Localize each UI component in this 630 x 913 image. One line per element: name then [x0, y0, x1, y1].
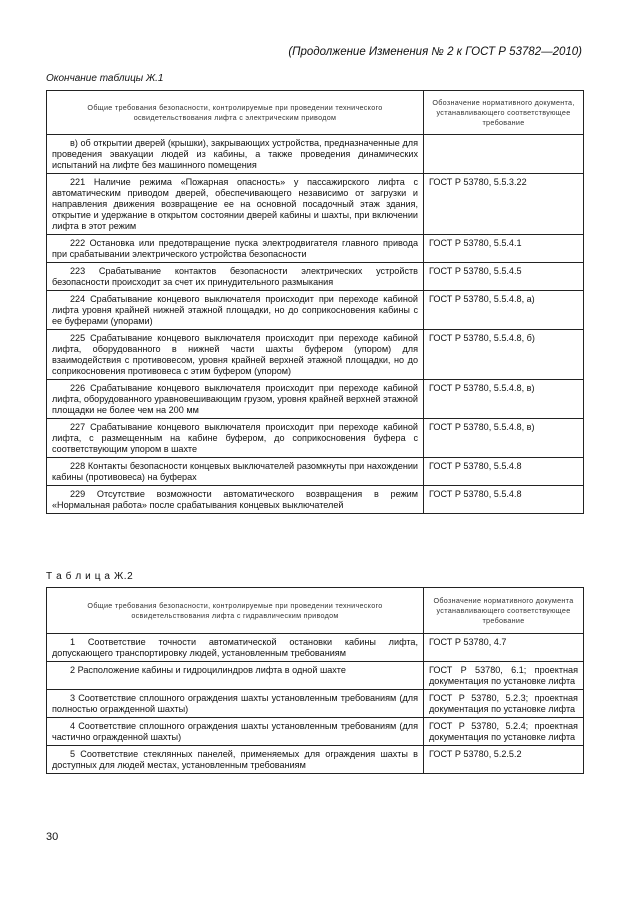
document-reference-cell: ГОСТ Р 53780, 5.2.4; проектная документация по установке лифта	[424, 718, 584, 746]
document-reference-cell: ГОСТ Р 53780, 5.2.3; проектная документация по установке лифта	[424, 690, 584, 718]
requirement-cell: 221 Наличие режима «Пожарная опасность» у пассажирского лифта с автоматическим приводом дверей, обеспечивающего независимо от загрузки и направления движения возвращение ее на основной посадочный этаж здания, открытие и удержание в открытом состоянии дверей кабины и шахты, при включении лифта в этот режим	[47, 174, 424, 235]
requirement-cell: 226 Срабатывание концевого выключателя происходит при переходе кабиной лифта, оборудованного уравновешивающим грузом, уровня крайней верхней этажной площадки не более чем на 200 мм	[47, 380, 424, 419]
requirement-cell: 222 Остановка или предотвращение пуска электродвигателя главного привода при срабатывании электрического устройства безопасности	[47, 235, 424, 263]
table-row	[47, 458, 584, 486]
document-reference-cell: ГОСТ Р 53780, 5.5.4.8, б)	[424, 330, 584, 380]
document-reference-cell: ГОСТ Р 53780, 5.5.4.8, в)	[424, 380, 584, 419]
requirement-cell: 5 Соответствие стеклянных панелей, применяемых для ограждения шахты в доступных для людей местах, установленным требованиям	[47, 746, 424, 774]
table2-col1-header: Общие требования безопасности, контролируемые при проведении технического освидетельствования лифта с гидравлическим приводом	[47, 588, 424, 634]
document-reference-cell: ГОСТ Р 53780, 5.5.4.1	[424, 235, 584, 263]
requirement-cell: 228 Контакты безопасности концевых выключателей разомкнуты при нахождении кабины (противовеса) на буферах	[47, 458, 424, 486]
table1-col2-header: Обозначение нормативного документа, устанавливающего соответствующее требование	[424, 91, 584, 135]
document-reference-cell: ГОСТ Р 53780, 5.5.3.22	[424, 174, 584, 235]
table-row	[47, 634, 584, 662]
document-reference-cell: ГОСТ Р 53780, 6.1; проектная документация по установке лифта	[424, 662, 584, 690]
table-row	[47, 718, 584, 746]
table-row	[47, 380, 584, 419]
table-row	[47, 486, 584, 514]
requirement-cell: 4 Соответствие сплошного ограждения шахты установленным требованиям (для частично огражденной шахты)	[47, 718, 424, 746]
requirement-cell: 223 Срабатывание контактов безопасности электрических устройств безопасности происходит за счет их принудительного размыкания	[47, 263, 424, 291]
document-reference-cell: ГОСТ Р 53780, 4.7	[424, 634, 584, 662]
document-reference-cell: ГОСТ Р 53780, 5.5.4.8	[424, 458, 584, 486]
page-number: 30	[46, 831, 59, 843]
requirement-cell: 227 Срабатывание концевого выключателя происходит при переходе кабиной лифта, с размещенным на кабине буфером, до соприкосновения буфера с соответствующим упором в шахте	[47, 419, 424, 458]
table-row	[47, 235, 584, 263]
table-row	[47, 690, 584, 718]
table1-col1-header: Общие требования безопасности, контролируемые при проведении технического освидетельствования лифта с электрическим приводом	[47, 91, 424, 135]
document-reference-cell: ГОСТ Р 53780, 5.2.5.2	[424, 746, 584, 774]
table-zh2	[46, 587, 584, 774]
requirement-cell: в) об открытии дверей (крышки), закрывающих устройства, предназначенные для проведения эвакуации людей из кабины, а также проведения динамических испытаний на лифте без машинного помещения	[47, 135, 424, 174]
table-zh1	[46, 90, 584, 514]
document-reference-cell: ГОСТ Р 53780, 5.5.4.5	[424, 263, 584, 291]
document-reference-cell	[424, 135, 584, 174]
document-reference-cell: ГОСТ Р 53780, 5.5.4.8, в)	[424, 419, 584, 458]
table-row	[47, 662, 584, 690]
document-reference-cell: ГОСТ Р 53780, 5.5.4.8	[424, 486, 584, 514]
page-running-header: (Продолжение Изменения № 2 к ГОСТ Р 53782—2010)	[288, 46, 582, 58]
requirement-cell: 1 Соответствие точности автоматической остановки кабины лифта, допускающего транспортировку людей, установленным требованиям	[47, 634, 424, 662]
table-row	[47, 291, 584, 330]
table-row	[47, 746, 584, 774]
table-row	[47, 330, 584, 380]
table2-col2-header: Обозначение нормативного документа устанавливающего соответствующее требование	[424, 588, 584, 634]
requirement-cell: 229 Отсутствие возможности автоматического возвращения в режим «Нормальная работа» после срабатывания концевых выключателей	[47, 486, 424, 514]
requirement-cell: 225 Срабатывание концевого выключателя происходит при переходе кабиной лифта, оборудованного в нижней части шахты буфером (упором) для взаимодействия с противовесом, уровня крайней верхней этажной площадки, но до соприкосновения противовеса с этим буфером (упором)	[47, 330, 424, 380]
requirement-cell: 3 Соответствие сплошного ограждения шахты установленным требованиям (для полностью огражденной шахты)	[47, 690, 424, 718]
table-row	[47, 174, 584, 235]
table-row	[47, 135, 584, 174]
requirement-cell: 2 Расположение кабины и гидроцилиндров лифта в одной шахте	[47, 662, 424, 690]
table2-caption: Т а б л и ц а Ж.2	[46, 571, 134, 582]
table1-caption: Окончание таблицы Ж.1	[46, 73, 164, 84]
document-reference-cell: ГОСТ Р 53780, 5.5.4.8, а)	[424, 291, 584, 330]
table-row	[47, 419, 584, 458]
requirement-cell: 224 Срабатывание концевого выключателя происходит при переходе кабиной лифта уровня крайней нижней этажной площадки, но до соприкосновения кабины с ее буферами (упорами)	[47, 291, 424, 330]
table-row	[47, 263, 584, 291]
